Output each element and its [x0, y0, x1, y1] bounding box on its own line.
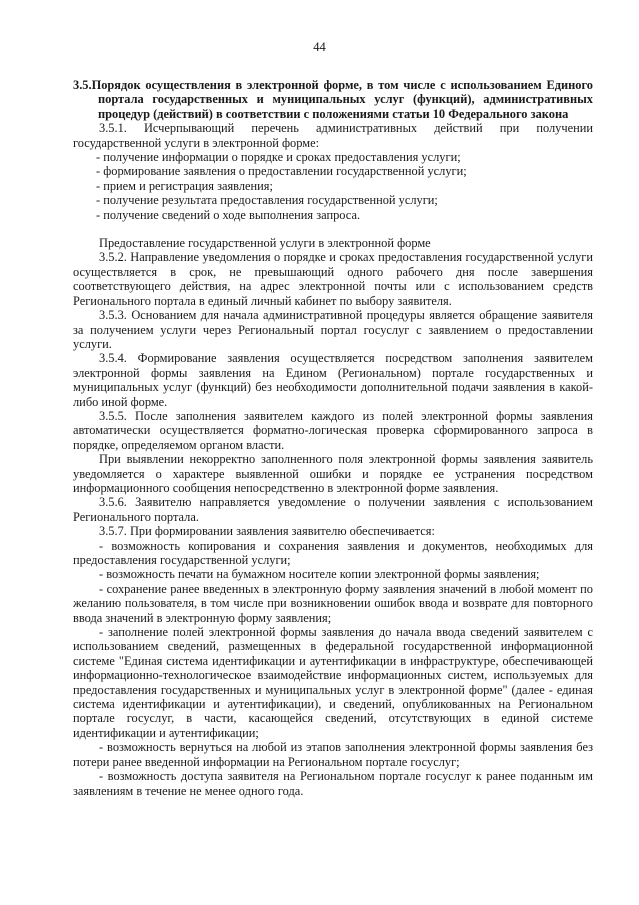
subsection-title: Предоставление государственной услуги в электронной форме — [99, 236, 431, 251]
document-body — [73, 78, 593, 798]
action-list — [73, 150, 593, 222]
list-item: - прием и регистрация заявления; — [96, 178, 273, 193]
list-item: - получение результата предоставления государственной услуги; — [96, 193, 438, 208]
paragraph-error-notice: При выявлении некорректно заполненного поля электронной формы заявления заявитель уведомляется о характере выявленной ошибки и порядке ее устранения посредством информационного сообщения непосредственно в электронной форме заявления. — [73, 452, 593, 495]
list-item: - формирование заявления о предоставлении государственной услуги; — [96, 164, 467, 179]
list-item: - возможность вернуться на любой из этапов заполнения электронной формы заявления без потери ранее введенной информации на Региональном портале госуслуг; — [73, 740, 593, 769]
paragraph-3-5-4: 3.5.4. Формирование заявления осуществляется посредством заполнения заявителем электронной формы заявления на Едином (Региональном) портале государственных и муниципальных услуг (функций) без необходимости дополнительной подачи заявления в какой-либо иной форме. — [73, 351, 593, 409]
page-number: 44 — [313, 40, 326, 54]
paragraph-3-5-3: 3.5.3. Основанием для начала административной процедуры является обращение заявителя за получением услуги через Региональный портал госуслуг с заявлением о предоставлении услуги. — [73, 308, 593, 351]
list-item: - возможность печати на бумажном носителе копии электронной формы заявления; — [99, 567, 540, 582]
spacer — [73, 222, 593, 236]
list-item: - сохранение ранее введенных в электронную форму заявления значений в любой момент по желанию пользователя, в том числе при возникновении ошибок ввода и возврате для повторного ввода значений в электронную форму заявления; — [73, 581, 593, 625]
paragraph-3-5-5: 3.5.5. После заполнения заявителем каждого из полей электронной формы заявления автоматически осуществляется форматно-логическая проверка сформированного запроса в порядке, определяемом органом власти. — [73, 408, 593, 452]
paragraph-3-5-7: 3.5.7. При формировании заявления заявителю обеспечивается: — [99, 524, 435, 539]
paragraph-3-5-1: 3.5.1. Исчерпывающий перечень административных действий при получении государственной услуги в электронной форме: — [73, 121, 593, 150]
list-item: - возможность доступа заявителя на Региональном портале госуслуг к ранее поданным им заявлениям в течение не менее одного года. — [73, 769, 593, 798]
list-item: - получение информации о порядке и сроках предоставления услуги; — [96, 150, 461, 165]
list-item: - возможность копирования и сохранения заявления и документов, необходимых для предоставления государственной услуги; — [73, 538, 593, 567]
list-item: - получение сведений о ходе выполнения запроса. — [96, 207, 361, 222]
list-item: - заполнение полей электронной формы заявления до начала ввода сведений заявителем с использованием сведений, размещенных в федеральной государственной информационной системе "Единая система идентификации и аутентификации в инфраструктуре, обеспечивающей информационно-технологическое взаимодействие информационных систем, используемых для предоставления государственных и муниципальных услуг в электронной форме" (далее - единая система идентификации и аутентификации), и сведений, опубликованных на Региональном портале госуслуг, в части, касающейся сведений, отсутствующих в единой системе идентификации и аутентификации; — [73, 625, 593, 740]
paragraph-3-5-6: 3.5.6. Заявителю направляется уведомление о получении заявления с использованием Регионального портала. — [73, 495, 593, 524]
section-heading: 3.5.Порядок осуществления в электронной форме, в том числе с использованием Единого портала государственных и муниципальных услуг (функций), административных процедур (действий) в соответствии с положениями статьи 10 Федерального закона — [73, 78, 593, 121]
paragraph-3-5-2: 3.5.2. Направление уведомления о порядке и сроках предоставления государственной услуги осуществляется в срок, не превышающий одного рабочего дня после завершения соответствующего действия, на адрес электронной почты или с использованием средств Регионального портала в единый личный кабинет по выбору заявителя. — [73, 250, 593, 308]
provision-list — [73, 539, 593, 798]
